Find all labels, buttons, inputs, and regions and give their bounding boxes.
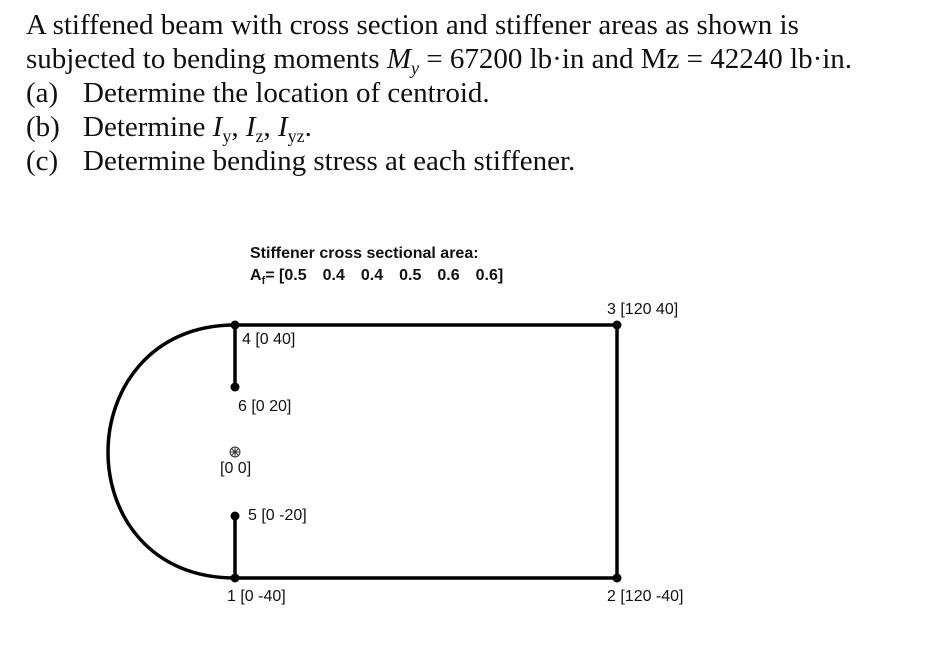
area-value: 0.4 — [322, 267, 345, 284]
area-value: = [0.5 — [265, 267, 307, 284]
area-subscript: f — [261, 275, 266, 287]
area-value: 0.6 — [437, 267, 460, 284]
sep: , — [263, 111, 278, 143]
area-values — [250, 265, 519, 287]
origin-marker-icon — [230, 447, 240, 457]
question-text: Determine the location of centroid. — [83, 77, 490, 109]
end: . — [304, 111, 312, 143]
question-label: (c) — [26, 145, 59, 177]
stiffener-6 — [231, 383, 240, 392]
point-label-6: 6 [0 20] — [238, 398, 292, 415]
sub: y — [222, 126, 232, 146]
intro-line-1: A stiffened beam with cross section and stiffener areas as shown is — [26, 9, 799, 41]
moment-values: = 67200 lb·in and Mz = 42240 lb·in. — [419, 43, 853, 75]
question-label: (a) — [26, 77, 59, 109]
stiffener-area-caption — [250, 243, 519, 287]
point-label-1: 1 [0 -40] — [227, 588, 286, 605]
I-symbol: I — [277, 111, 288, 143]
sub: yz — [287, 126, 305, 146]
origin-label: [0 0] — [220, 460, 252, 477]
stiffener-5 — [231, 512, 240, 521]
area-value: 0.5 — [399, 267, 422, 284]
question-label: (b) — [26, 111, 60, 143]
text: Determine — [83, 111, 213, 143]
sub: z — [255, 126, 264, 146]
area-value: 0.6] — [475, 267, 504, 284]
stiffener-1 — [231, 574, 240, 583]
point-label-5: 5 [0 -20] — [248, 507, 307, 524]
stiffener-2 — [613, 574, 622, 583]
point-label-4: 4 [0 40] — [242, 331, 296, 348]
caption-title: Stiffener cross sectional area: — [250, 245, 479, 262]
I-symbol: I — [245, 111, 256, 143]
point-label-3: 3 [120 40] — [607, 301, 679, 318]
moment-symbol: M — [386, 43, 412, 75]
area-symbol: A — [250, 267, 262, 284]
stiffener-3 — [613, 321, 622, 330]
point-label-2: 2 [120 -40] — [607, 588, 684, 605]
sep: , — [231, 111, 246, 143]
area-value: 0.4 — [360, 267, 384, 284]
stiffener-4 — [231, 321, 240, 330]
intro-text: subjected to bending moments — [26, 43, 387, 75]
question-text: Determine bending stress at each stiffener. — [83, 145, 576, 177]
semicircle-skin — [108, 325, 235, 578]
I-symbol: I — [212, 111, 223, 143]
moment-subscript: y — [411, 58, 420, 78]
